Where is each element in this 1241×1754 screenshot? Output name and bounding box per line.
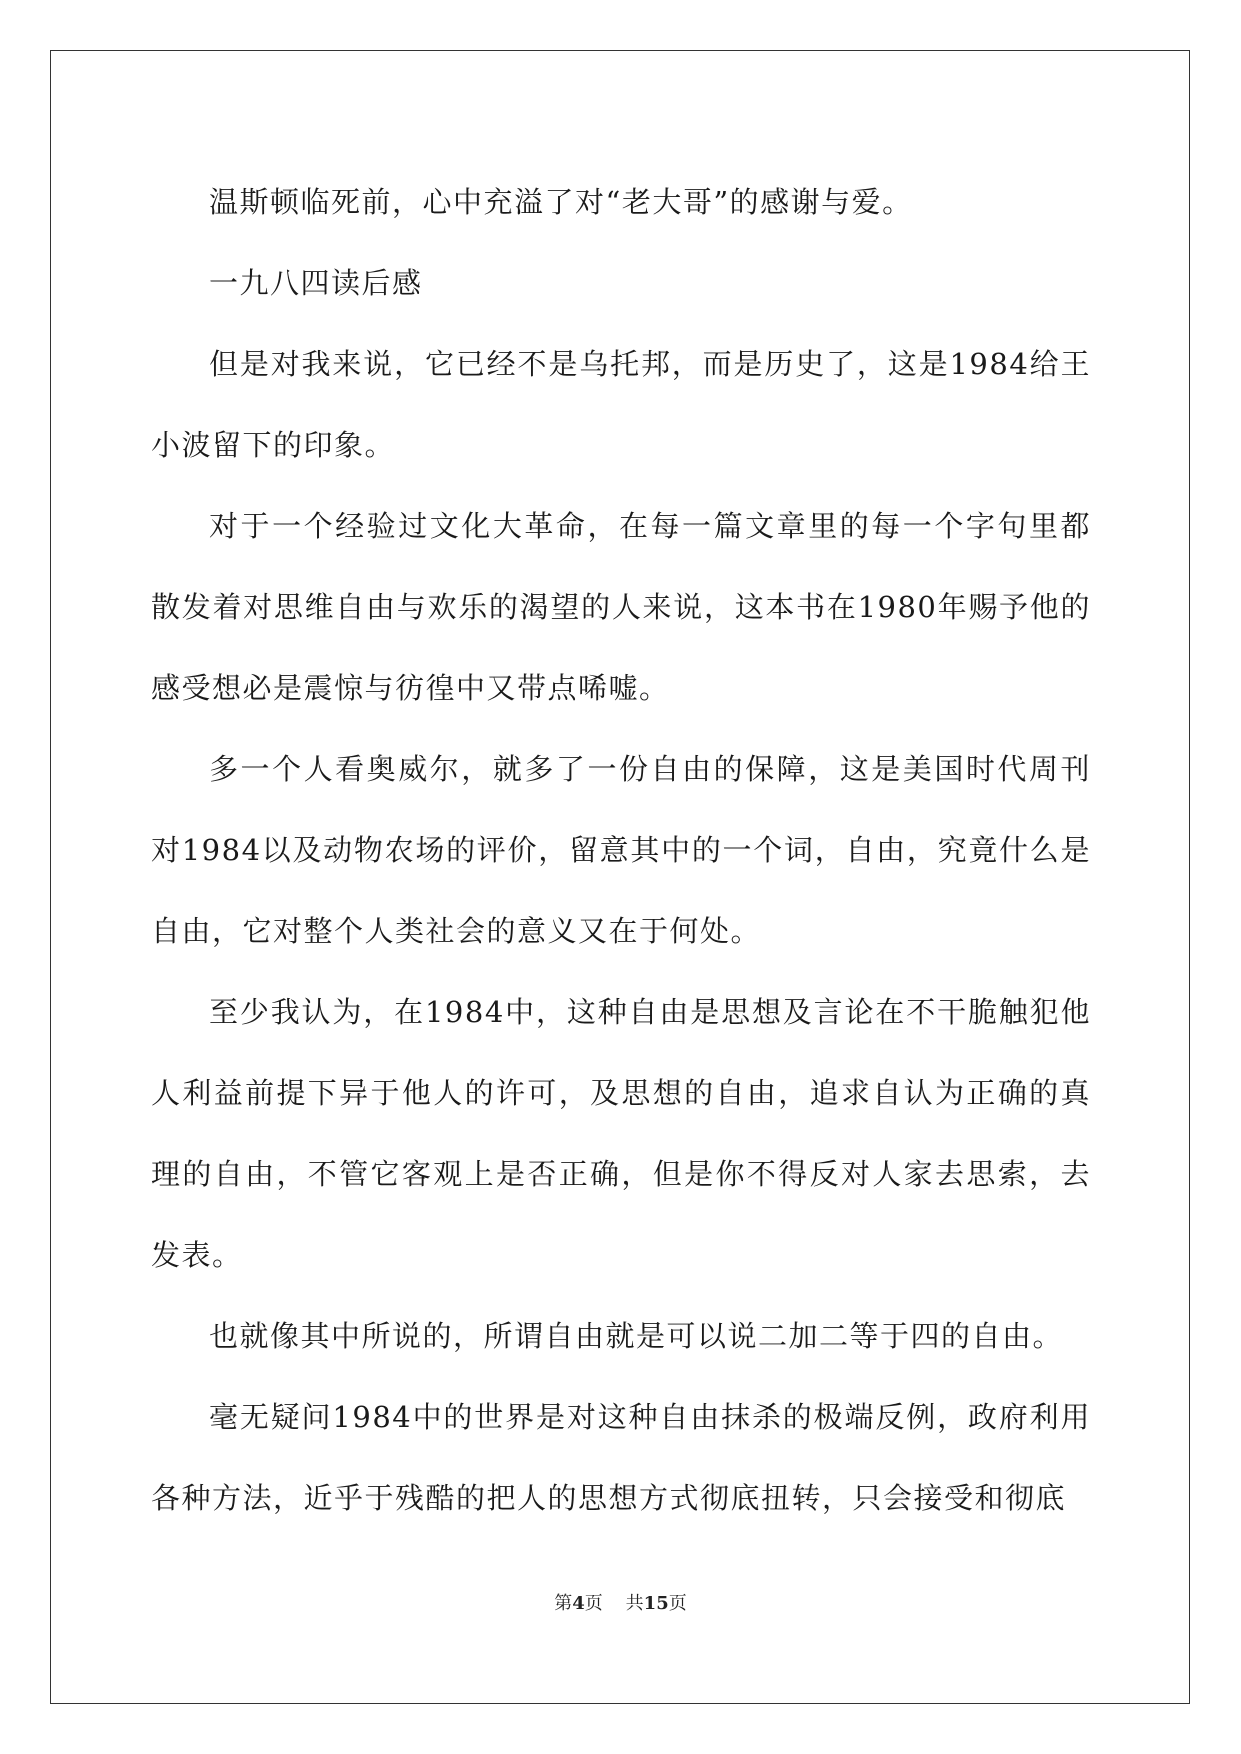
page-prefix: 第	[554, 1593, 573, 1614]
total-prefix: 共	[625, 1593, 644, 1614]
paragraph: 一九八四读后感	[209, 266, 423, 300]
page-footer	[0, 1592, 1241, 1616]
total-pages: 15	[643, 1593, 669, 1614]
page-number: 4	[572, 1593, 585, 1614]
paragraph: 也就像其中所说的，所谓自由就是可以说二加二等于四的自由。	[209, 1319, 1064, 1353]
paragraph: 毫无疑问1984中的世界是对这种自由抹杀的极端反例，政府利用各种方法，近乎于残酷的把人的思想方式彻底扭转，只会接受和彻底	[151, 1400, 1091, 1515]
paragraph: 对于一个经验过文化大革命，在每一篇文章里的每一个字句里都散发着对思维自由与欢乐的渴望的人来说，这本书在1980年赐予他的感受想必是震惊与彷徨中又带点唏嘘。	[151, 509, 1091, 705]
total-suffix: 页	[668, 1593, 687, 1614]
paragraph: 多一个人看奥威尔，就多了一份自由的保障，这是美国时代周刊对1984以及动物农场的评价，留意其中的一个词，自由，究竟什么是自由，它对整个人类社会的意义又在于何处。	[151, 752, 1091, 948]
document-body	[151, 162, 1091, 1539]
paragraph: 至少我认为，在1984中，这种自由是思想及言论在不干脆触犯他人利益前提下异于他人的许可，及思想的自由，追求自认为正确的真理的自由，不管它客观上是否正确，但是你不得反对人家去思索，去发表。	[151, 995, 1091, 1272]
page-suffix: 页	[584, 1593, 603, 1614]
paragraph: 温斯顿临死前，心中充溢了对“老大哥”的感谢与爱。	[209, 185, 913, 219]
paragraph: 但是对我来说，它已经不是乌托邦，而是历史了，这是1984给王小波留下的印象。	[151, 347, 1091, 462]
